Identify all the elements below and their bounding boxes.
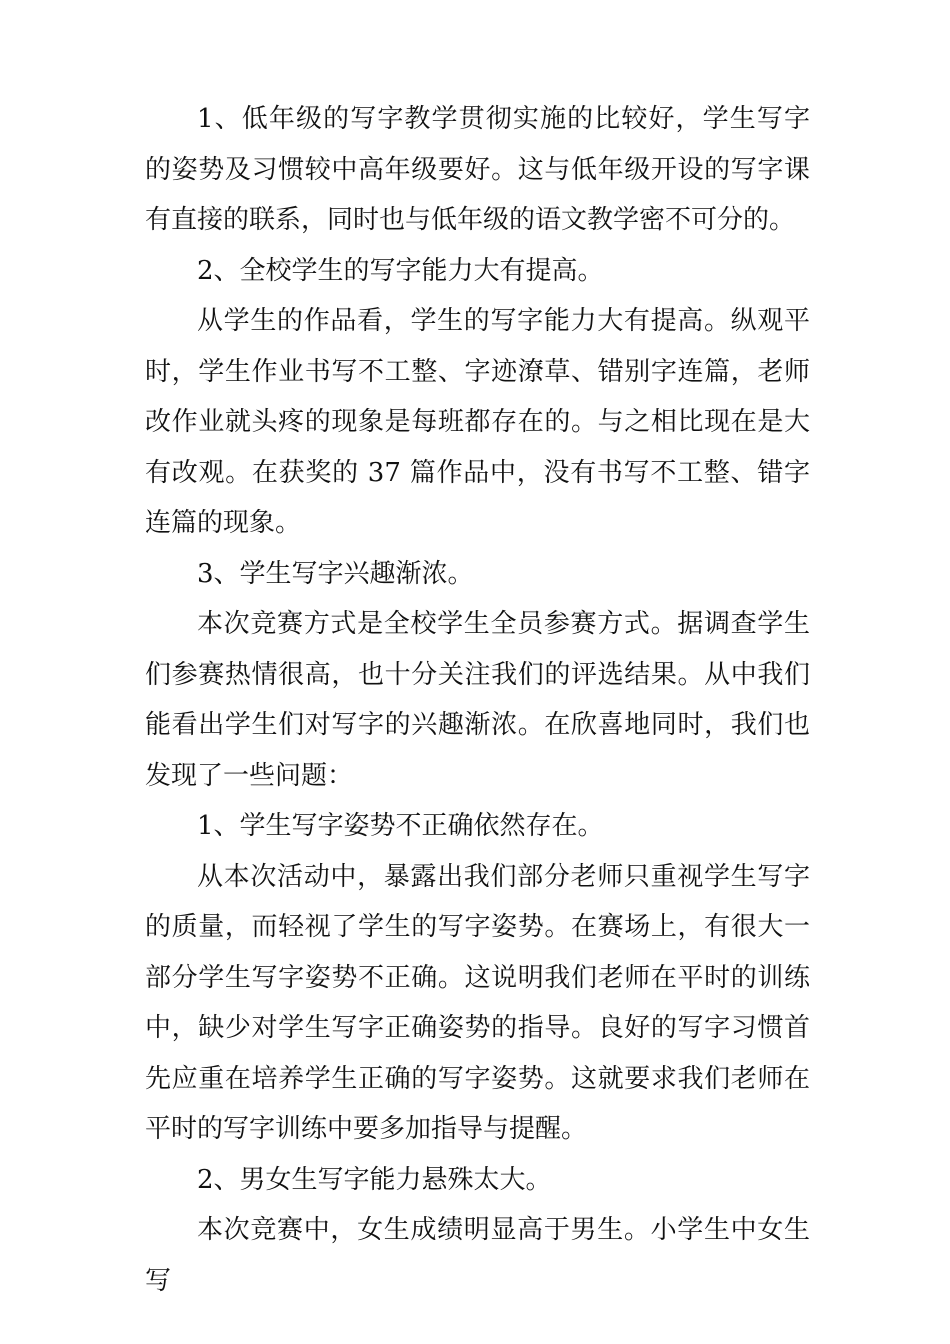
- paragraph-6: 1、学生写字姿势不正确依然存在。: [197, 811, 604, 841]
- document-body: [145, 94, 810, 1306]
- paragraph-9: 本次竞赛中，女生成绩明显高于男生。小学生中女生写: [145, 1215, 810, 1296]
- paragraph-2: 2、全校学生的写字能力大有提高。: [197, 255, 604, 286]
- paragraph-5: 本次竞赛方式是全校学生全员参赛方式。据调查学生们参赛热情很高，也十分关注我们的评选结果。从中我们能看出学生们对写字的兴趣渐浓。在欣喜地同时，我们也发现了一些问题：: [145, 609, 810, 791]
- paragraph-1: 1、低年级的写字教学贯彻实施的比较好，学生写字的姿势及习惯较中高年级要好。这与低年级开设的写字课有直接的联系，同时也与低年级的语文教学密不可分的。: [145, 104, 810, 235]
- paragraph-7: 从本次活动中，暴露出我们部分老师只重视学生写字的质量，而轻视了学生的写字姿势。在赛场上，有很大一部分学生写字姿势不正确。这说明我们老师在平时的训练中，缺少对学生写字正确姿势的指导。良好的写字习惯首先应重在培养学生正确的写字姿势。这就要求我们老师在平时的写字训练中要多加指导与提醒。: [145, 861, 810, 1144]
- paragraph-3: 从学生的作品看，学生的写字能力大有提高。纵观平时，学生作业书写不工整、字迹潦草、错别字连篇，老师改作业就头疼的现象是每班都存在的。与之相比现在是大有改观。在获奖的 37 篇作品中，没有书写不工整、错字连篇的现象。: [145, 306, 810, 538]
- paragraph-8: 2、男女生写字能力悬殊太大。: [197, 1164, 552, 1195]
- paragraph-4: 3、学生写字兴趣渐浓。: [197, 558, 474, 589]
